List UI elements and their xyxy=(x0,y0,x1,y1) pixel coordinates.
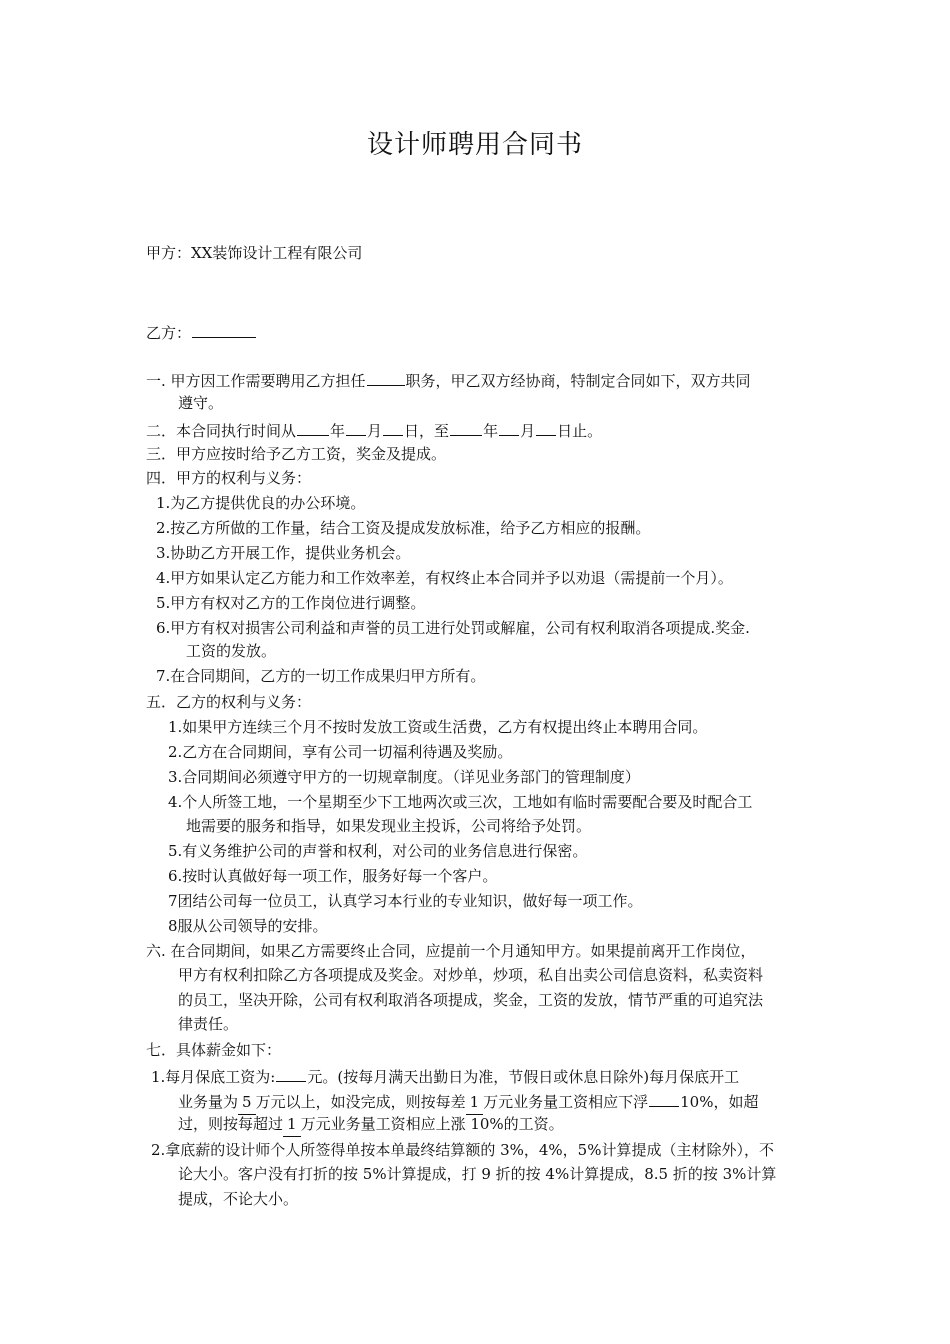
start-day-blank xyxy=(383,418,403,436)
clause-4-item: 3.协助乙方开展工作，提供业务机会。 xyxy=(156,544,411,562)
min-volume-value: 5 xyxy=(238,1091,256,1115)
clause-2 xyxy=(146,418,602,443)
clause-7: 七．具体薪金如下： xyxy=(146,1041,282,1059)
start-month-blank xyxy=(346,418,366,436)
end-day-blank xyxy=(536,418,556,436)
clause-6-cont: 律责任。 xyxy=(178,1015,239,1033)
clause-2-text: 二．本合同执行时间从 xyxy=(146,422,297,440)
clause-5-item: 7团结公司每一位员工，认真学习本行业的专业知识，做好每一项工作。 xyxy=(168,892,643,910)
salary-item-1-cont xyxy=(178,1089,758,1115)
salary-item-2-cont: 提成，不论大小。 xyxy=(178,1190,299,1208)
clause-5-item: 8服从公司领导的安排。 xyxy=(168,917,328,935)
salary-item-1-cont xyxy=(178,1113,564,1137)
clause-4-item: 1.为乙方提供优良的办公环境。 xyxy=(156,494,366,512)
end-month-blank xyxy=(499,418,519,436)
year-label-2: 年 xyxy=(483,422,499,440)
salary-item-2-cont: 论大小。客户没有打折的按 5%计算提成，打 9 折的按 4%计算提成，8.5 折的按 3%计算 xyxy=(178,1165,777,1183)
party-b xyxy=(146,320,257,345)
salary-1-text-g: 过，则按每超过 xyxy=(178,1115,284,1133)
month-label: 月 xyxy=(367,422,383,440)
clause-6-cont: 的员工，坚决开除，公司有权利取消各项提成，奖金，工资的发放，情节严重的可追究法 xyxy=(178,991,764,1009)
base-salary-blank xyxy=(276,1064,306,1082)
clause-5-item: 2.乙方在合同期间，享有公司一切福利待遇及奖励。 xyxy=(168,743,513,761)
end-label: 日止。 xyxy=(557,422,603,440)
salary-1-text-c: 业务量为 xyxy=(178,1093,239,1111)
year-label: 年 xyxy=(330,422,346,440)
salary-item-2: 2.拿底薪的设计师个人所签得单按本单最终结算额的 3%，4%，5%计算提成（主材除外），不 xyxy=(151,1141,774,1159)
clause-4-item: 2.按乙方所做的工作量，结合工资及提成发放标准，给予乙方相应的报酬。 xyxy=(156,519,651,537)
salary-1-text-e: 万元业务量工资相应下浮 xyxy=(483,1093,649,1111)
clause-4-item: 4.甲方如果认定乙方能力和工作效率差，有权终止本合同并予以劝退（需提前一个月）。 xyxy=(156,569,733,587)
party-a: 甲方：XX装饰设计工程有限公司 xyxy=(146,244,363,262)
clause-5-item: 6.按时认真做好每一项工作，服务好每一个客户。 xyxy=(168,867,498,885)
clause-4: 四．甲方的权利与义务： xyxy=(146,469,312,487)
clause-6-cont: 甲方有权利扣除乙方各项提成及奖金。对炒单，炒项，私自出卖公司信息资料，私卖资料 xyxy=(178,966,764,984)
clause-5-item: 3.合同期间必须遵守甲方的一切规章制度。（详见业务部门的管理制度） xyxy=(168,768,640,786)
salary-1-text-a: 1.每月保底工资为: xyxy=(151,1068,276,1086)
clause-6: 六. 在合同期间，如果乙方需要终止合同，应提前一个月通知甲方。如果提前离开工作岗位， xyxy=(146,942,756,960)
clause-4-item: 5.甲方有权对乙方的工作岗位进行调整。 xyxy=(156,594,426,612)
start-year-blank xyxy=(297,418,329,436)
clause-1-text-a: 一. 甲方因工作需要聘用乙方担任 xyxy=(146,372,366,390)
day-label: 日，至 xyxy=(404,422,450,440)
salary-1-text-f: 10%，如超 xyxy=(680,1093,759,1111)
salary-1-text-d: 万元以上，如没完成，则按每差 xyxy=(255,1093,466,1111)
clause-5: 五．乙方的权利与义务： xyxy=(146,693,312,711)
party-b-label: 乙方： xyxy=(146,324,192,342)
clause-1-text-b: 职务，甲乙双方经协商，特制定合同如下，双方共同 xyxy=(405,372,751,390)
clause-5-item: 4.个人所签工地，一个星期至少下工地两次或三次，工地如有临时需要配合要及时配合工 xyxy=(168,793,753,811)
clause-1 xyxy=(146,368,751,393)
salary-item-1 xyxy=(151,1064,739,1089)
month-label-2: 月 xyxy=(520,422,536,440)
clause-5-item-cont: 地需要的服务和指导，如果发现业主投诉，公司将给予处罚。 xyxy=(186,817,592,835)
clause-4-item: 6.甲方有权对损害公司利益和声誉的员工进行处罚或解雇，公司有权利取消各项提成.奖金. xyxy=(156,619,750,637)
position-blank xyxy=(367,368,405,386)
excess-unit-value: 1 xyxy=(283,1113,301,1137)
clause-1-cont: 遵守。 xyxy=(178,394,224,412)
clause-3: 三．甲方应按时给予乙方工资，奖金及提成。 xyxy=(146,445,447,463)
salary-1-text-h: 万元业务量工资相应上涨 10%的工资。 xyxy=(300,1115,564,1133)
clause-5-item: 5.有义务维护公司的声誉和权利，对公司的业务信息进行保密。 xyxy=(168,842,588,860)
page-title: 设计师聘用合同书 xyxy=(366,130,583,160)
clause-5-item: 1.如果甲方连续三个月不按时发放工资或生活费，乙方有权提出终止本聘用合同。 xyxy=(168,718,708,736)
salary-1-text-b: 元。(按每月满天出勤日为准，节假日或休息日除外)每月保底开工 xyxy=(307,1068,740,1086)
deduction-blank xyxy=(649,1089,679,1107)
clause-4-item: 7.在合同期间，乙方的一切工作成果归甲方所有。 xyxy=(156,667,486,685)
shortfall-unit-value: 1 xyxy=(466,1091,484,1115)
clause-4-item-cont: 工资的发放。 xyxy=(186,642,277,660)
party-b-blank xyxy=(192,320,256,338)
end-year-blank xyxy=(450,418,482,436)
